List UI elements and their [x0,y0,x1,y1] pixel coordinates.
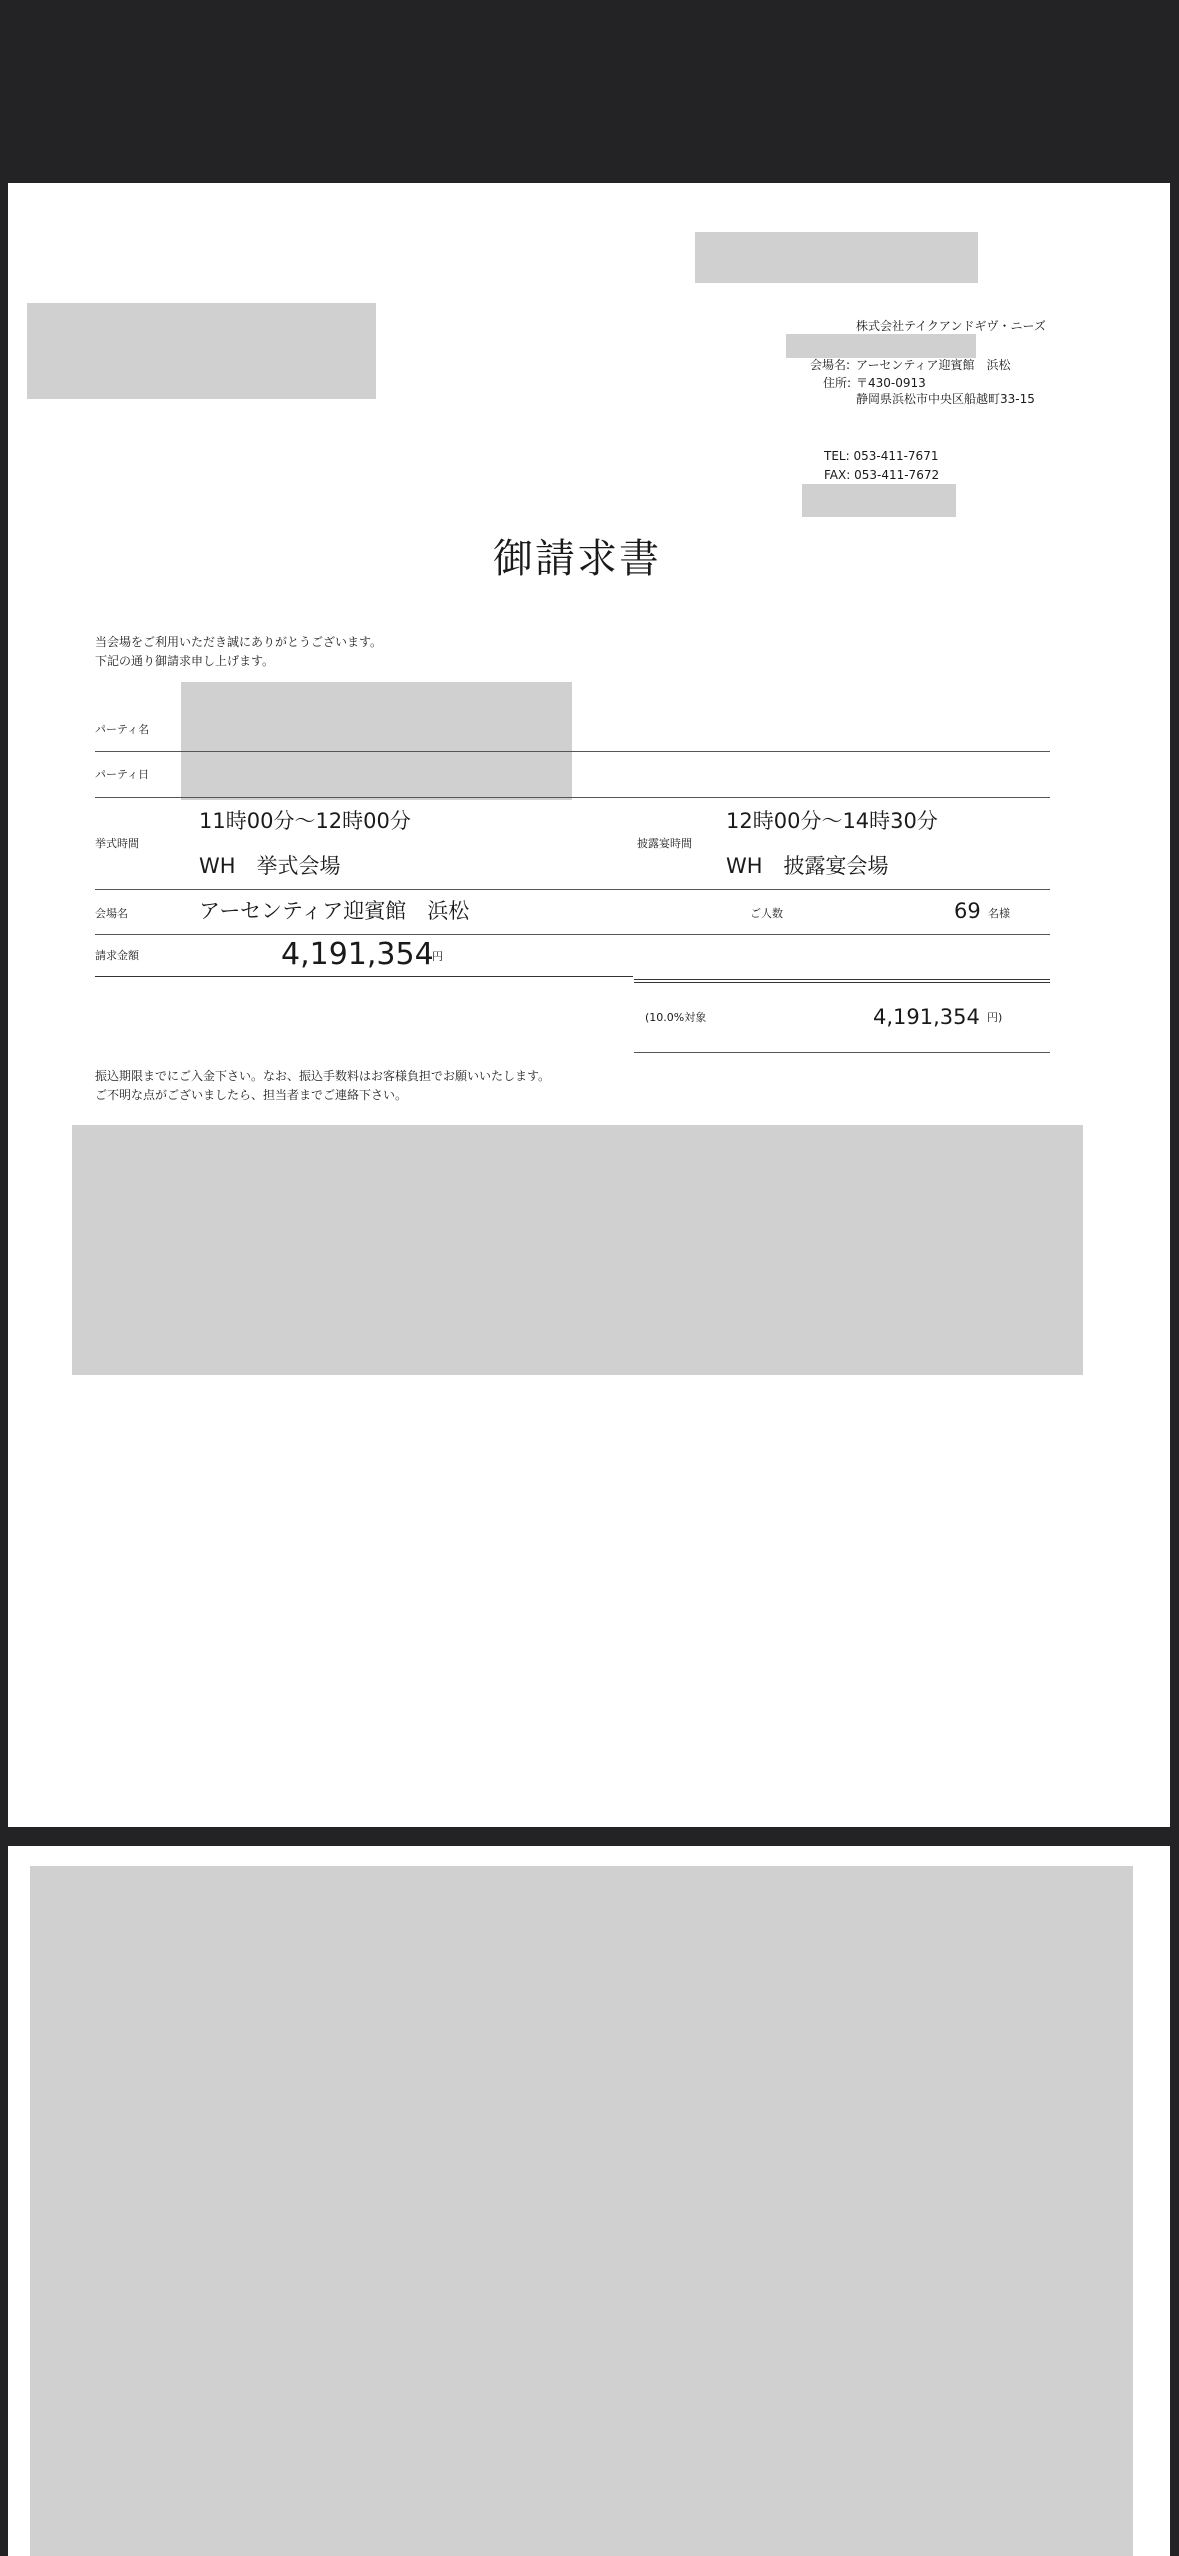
row-divider [95,751,1050,752]
amount-value: 4,191,354 [281,937,434,972]
tax-unit: 円) [987,1011,1003,1024]
notes-line-2: ご不明な点がございましたら、担当者までご連絡下さい。 [95,1088,408,1102]
notes-line-1: 振込期限までにご入金下さい。なお、振込手数料はお客様負担でお願いいたします。 [95,1069,551,1083]
reception-time-label: 披露宴時間 [637,837,692,850]
company-name: 株式会社テイクアンドギヴ・ニーズ [856,319,1046,333]
redacted-block [802,484,956,517]
ceremony-time-label: 挙式時間 [95,837,139,850]
redacted-block [695,232,978,283]
document-page-2 [8,1846,1170,2556]
company-tel: TEL: 053-411-7671 [824,449,939,463]
tax-box-top-line [634,979,1050,980]
redacted-block [30,1866,1133,2556]
intro-line-2: 下記の通り御請求申し上げます。 [95,654,275,668]
reception-time: 12時00分～14時30分 [726,809,938,833]
redacted-block [72,1125,1083,1375]
amount-underline [95,976,633,977]
company-venue-label: 会場名: [810,358,851,372]
ceremony-venue: WH 挙式会場 [199,854,341,878]
company-fax: FAX: 053-411-7672 [824,468,940,482]
tax-label: (10.0%対象 [645,1011,707,1024]
amount-label: 請求金額 [95,949,139,962]
amount-unit: 円 [432,950,443,963]
row-divider [95,797,1050,798]
tax-box-bottom-line [634,1052,1050,1053]
guests-value: 69 [954,899,981,923]
redacted-block [786,334,976,358]
ceremony-time: 11時00分～12時00分 [199,809,411,833]
row-divider [95,889,1050,890]
document-title: 御請求書 [493,536,661,582]
company-postal: 〒430-0913 [856,376,926,390]
company-address-label: 住所: [823,376,852,390]
guests-label: ご人数 [750,907,783,920]
venue-label: 会場名 [95,907,128,920]
guests-unit: 名様 [988,907,1010,920]
company-address: 静岡県浜松市中央区船越町33-15 [856,392,1035,406]
tax-box-top-line [634,982,1050,983]
party-date-label: パーティ日 [95,768,150,781]
venue-value: アーセンティア迎賓館 浜松 [199,899,470,923]
document-page-1 [8,183,1170,1827]
party-name-label: パーティ名 [95,723,150,736]
tax-value: 4,191,354 [873,1005,980,1029]
intro-line-1: 当会場をご利用いただき誠にありがとうございます。 [95,635,383,649]
redacted-block [181,682,572,800]
reception-venue: WH 披露宴会場 [726,854,889,878]
redacted-block [27,303,376,399]
company-venue-value: アーセンティア迎賓館 浜松 [856,358,1011,372]
row-divider [95,934,1050,935]
